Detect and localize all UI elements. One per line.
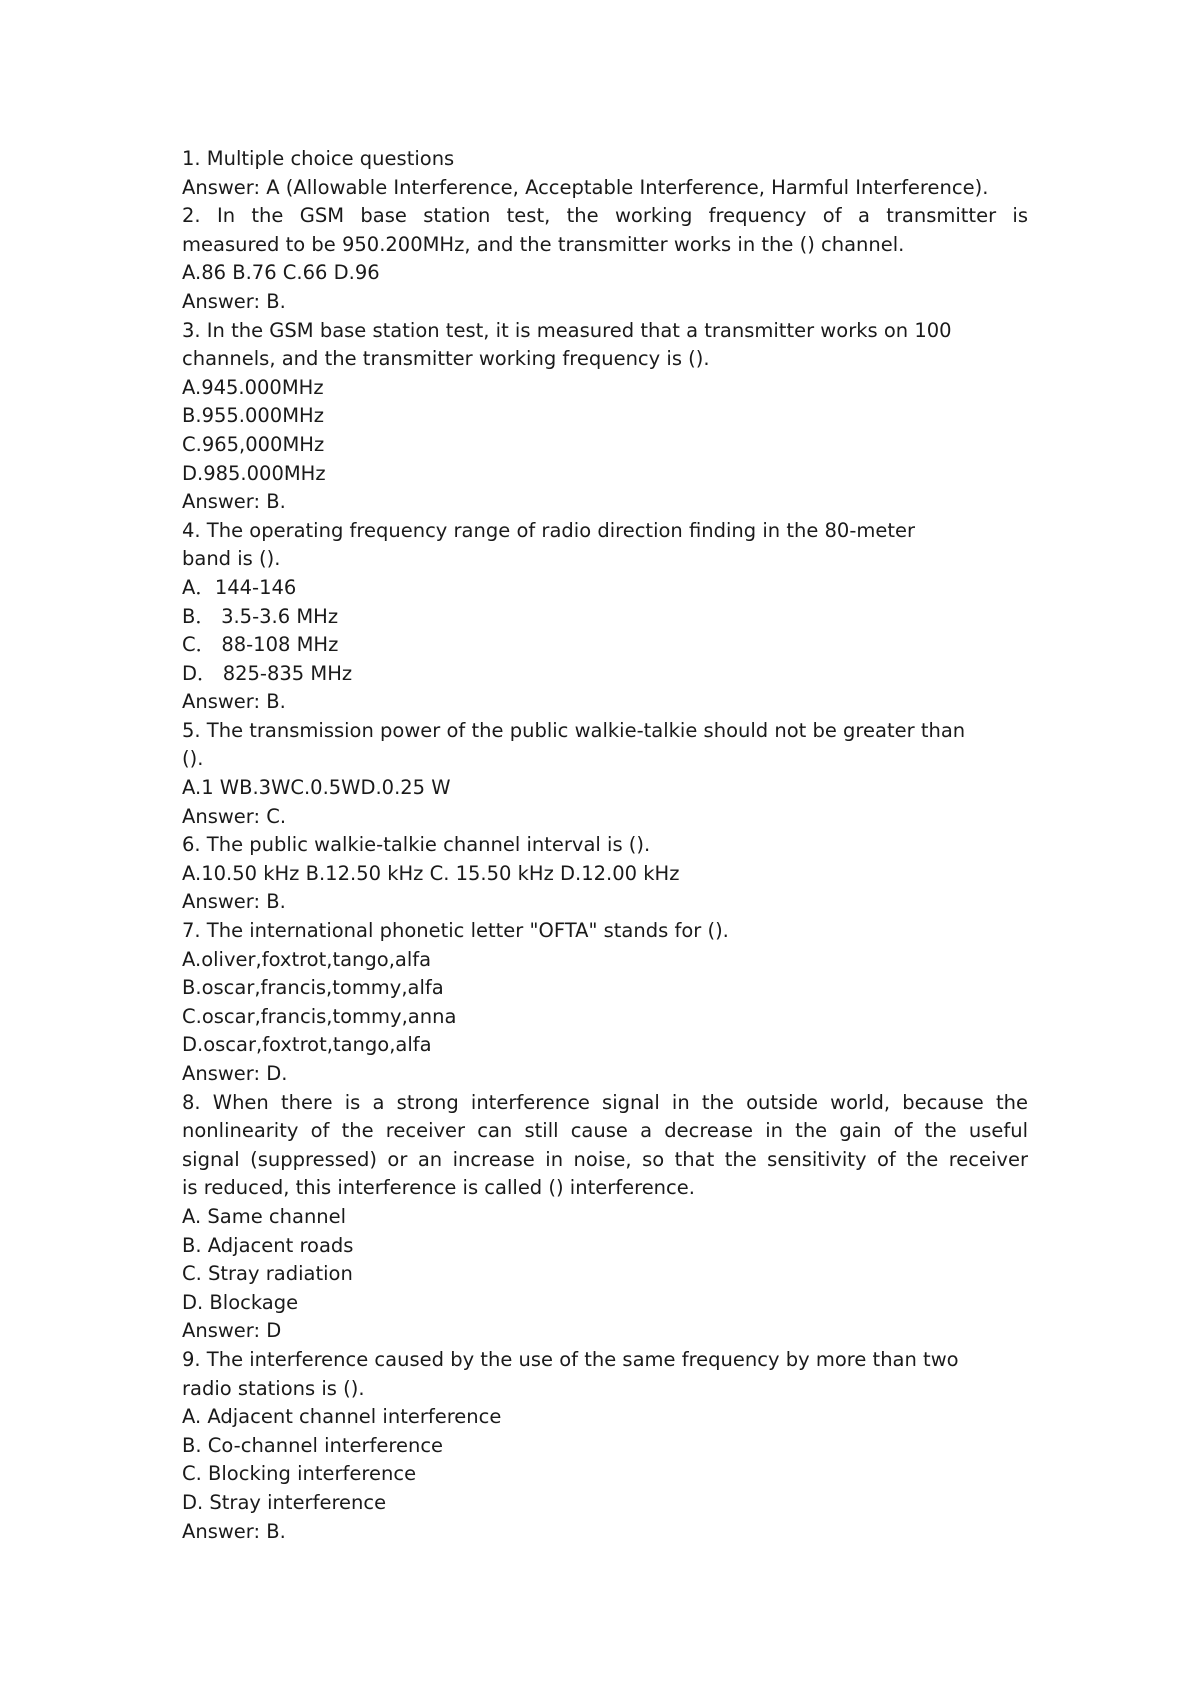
q3-option-a: A.945.000MHz (182, 375, 324, 399)
q8-option-d: D. Blockage (182, 1290, 299, 1314)
q5-options: A.1 WB.3WC.0.5WD.0.25 W (182, 776, 451, 800)
q9-option-a: A. Adjacent channel interference (182, 1405, 502, 1429)
q2-answer: Answer: B. (182, 289, 286, 313)
q4-option-b: B． 3.5-3.6 MHz (182, 604, 339, 628)
q4-answer: Answer: B. (182, 690, 286, 714)
q8-option-c: C. Stray radiation (182, 1262, 353, 1286)
q7-option-c: C.oscar,francis,tommy,anna (182, 1004, 457, 1028)
q1-answer: Answer: A (Allowable Interference, Acceptable Interference, Harmful Interference). (182, 175, 989, 199)
q2-stem-line1: 2. In the GSM base station test, the working frequency of a transmitter is (182, 204, 1028, 228)
q7-option-a: A.oliver,foxtrot,tango,alfa (182, 947, 432, 971)
q5-answer: Answer: C. (182, 804, 287, 828)
q5-stem-line2: (). (182, 747, 204, 771)
q8-answer: Answer: D (182, 1319, 282, 1343)
q4-stem-line2: band is (). (182, 547, 281, 571)
q4-stem-line1: 4. The operating frequency range of radio direction finding in the 80-meter (182, 518, 916, 542)
q6-options: A.10.50 kHz B.12.50 kHz C. 15.50 kHz D.12.00 kHz (182, 861, 680, 885)
q8-stem-line2: nonlinearity of the receiver can still cause a decrease in the gain of the useful (182, 1119, 1028, 1143)
q5-stem-line1: 5. The transmission power of the public walkie-talkie should not be greater than (182, 718, 966, 742)
q3-stem-line1: 3. In the GSM base station test, it is measured that a transmitter works on 100 (182, 318, 952, 342)
section-heading: 1. Multiple choice questions (182, 147, 455, 170)
q3-stem-line2: channels, and the transmitter working frequency is (). (182, 347, 710, 371)
q3-option-b: B.955.000MHz (182, 404, 324, 428)
q9-stem-line2: radio stations is (). (182, 1376, 365, 1400)
q2-options: A.86 B.76 C.66 D.96 (182, 261, 380, 285)
q9-option-d: D. Stray interference (182, 1490, 387, 1514)
q8-stem-line1: 8. When there is a strong interference signal in the outside world, because the (182, 1090, 1028, 1114)
q7-stem: 7. The international phonetic letter "OFTA" stands for (). (182, 919, 729, 943)
q3-answer: Answer: B. (182, 490, 286, 514)
q7-option-d: D.oscar,foxtrot,tango,alfa (182, 1033, 432, 1057)
q9-option-b: B. Co-channel interference (182, 1433, 444, 1457)
q7-answer: Answer: D. (182, 1062, 288, 1085)
q3-option-c: C.965,000MHz (182, 432, 325, 456)
q4-option-d: D． 825-835 MHz (182, 661, 353, 685)
q7-option-b: B.oscar,francis,tommy,alfa (182, 976, 444, 1000)
q9-stem-line1: 9. The interference caused by the use of the same frequency by more than two (182, 1347, 959, 1371)
q2-stem-line2: measured to be 950.200MHz, and the transmitter works in the () channel. (182, 232, 905, 256)
q3-option-d: D.985.000MHz (182, 461, 326, 485)
q8-stem-line3: signal (suppressed) or an increase in noise, so that the sensitivity of the receiver (182, 1147, 1028, 1171)
q4-option-c: C． 88-108 MHz (182, 633, 339, 657)
q4-option-a: A．144-146 (182, 575, 297, 599)
q6-stem: 6. The public walkie-talkie channel interval is (). (182, 833, 651, 857)
q8-stem-line4: is reduced, this interference is called () interference. (182, 1176, 695, 1200)
q6-answer: Answer: B. (182, 890, 286, 914)
q8-option-b: B. Adjacent roads (182, 1233, 354, 1257)
q9-answer: Answer: B. (182, 1519, 286, 1543)
q8-option-a: A. Same channel (182, 1204, 347, 1228)
q9-option-c: C. Blocking interference (182, 1462, 417, 1486)
document-page (182, 145, 1028, 1546)
